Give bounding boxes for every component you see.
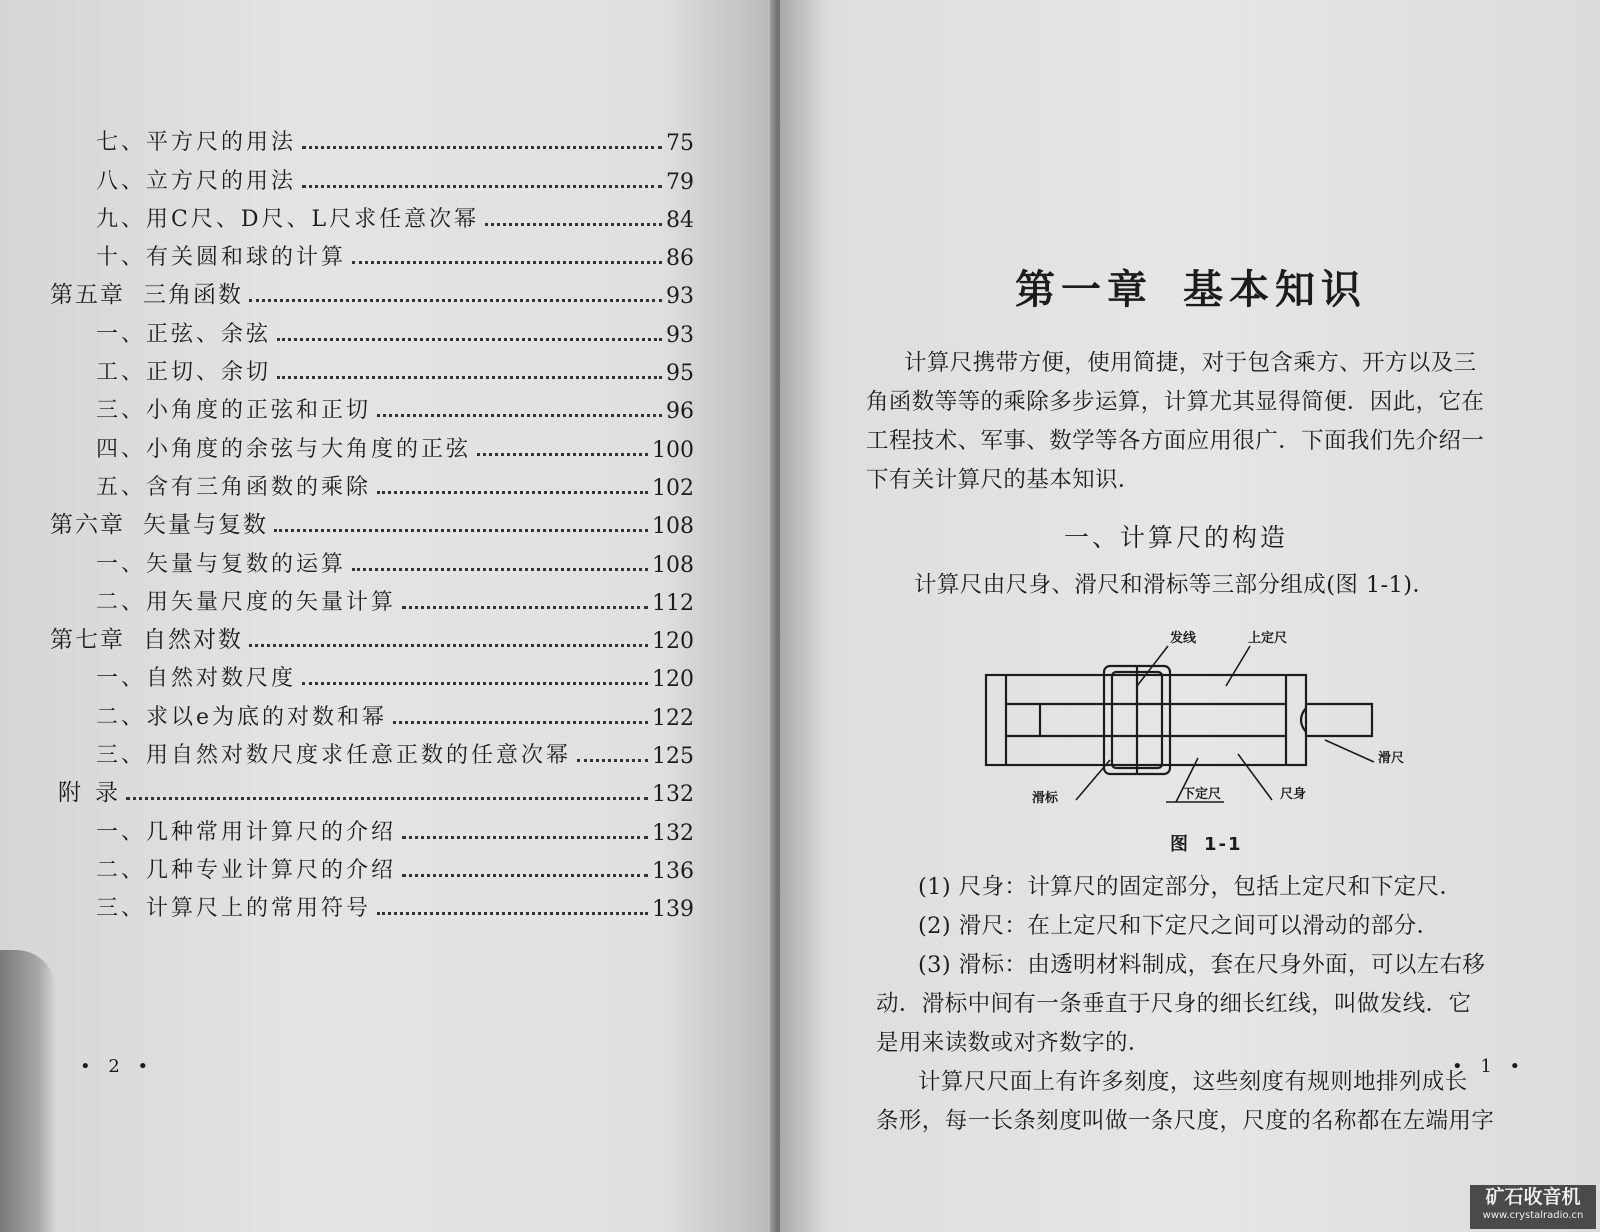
toc-entry-title: 二、求以e为底的对数和幂 bbox=[96, 704, 388, 730]
toc-chapter-title: 三角函数 bbox=[143, 282, 243, 309]
page-number-right: • 1 • bbox=[1452, 1056, 1527, 1077]
table-of-contents bbox=[44, 118, 694, 922]
toc-chapter-number: 第七章 bbox=[50, 627, 125, 654]
toc-entry-title: 三、用自然对数尺度求任意正数的任意次幂 bbox=[96, 743, 572, 769]
dot-leader bbox=[352, 261, 662, 264]
toc-chapter-title: 录 bbox=[95, 780, 120, 807]
toc-chapter-number: 第六章 bbox=[50, 512, 125, 539]
toc-page-number: 86 bbox=[666, 246, 694, 272]
toc-entry-title: 四、小角度的余弦与大角度的正弦 bbox=[96, 436, 472, 462]
slide-protrusion bbox=[1306, 704, 1372, 736]
text-line: 是用来读数或对齐数字的． bbox=[876, 1030, 1151, 1056]
leader-upper bbox=[1226, 646, 1250, 686]
dot-leader bbox=[302, 146, 662, 149]
label-rule-body: 尺身 bbox=[1280, 787, 1307, 802]
toc-entry-title: 二、几种专业计算尺的介绍 bbox=[96, 857, 397, 883]
toc-entry bbox=[44, 692, 694, 730]
toc-entry-title: 一、几种常用计算尺的介绍 bbox=[96, 819, 397, 845]
dot-leader bbox=[377, 414, 662, 417]
toc-entry bbox=[44, 807, 694, 845]
toc-entry bbox=[44, 884, 694, 922]
dot-leader bbox=[485, 223, 662, 226]
dot-leader bbox=[277, 338, 662, 341]
dot-leader bbox=[249, 299, 662, 302]
dot-leader bbox=[577, 759, 648, 762]
toc-entry bbox=[44, 654, 694, 692]
toc-page-number: 132 bbox=[652, 820, 694, 846]
toc-page-number: 112 bbox=[652, 590, 694, 616]
chapter-number: 第一章 bbox=[1015, 266, 1153, 313]
toc-page-number: 79 bbox=[666, 169, 694, 195]
dot-leader bbox=[402, 606, 648, 609]
text-line: 计算尺由尺身、滑尺和滑标等三部分组成(图 1-1)． bbox=[914, 572, 1436, 598]
leader-body bbox=[1238, 754, 1272, 800]
toc-chapter-entry bbox=[44, 501, 694, 539]
toc-entry bbox=[44, 386, 694, 424]
dot-leader bbox=[393, 721, 648, 724]
toc-page-number: 108 bbox=[652, 552, 694, 578]
section-intro bbox=[914, 566, 1435, 605]
slide-rule-diagram bbox=[980, 630, 1420, 860]
label-hairline: 发线 bbox=[1170, 631, 1197, 646]
toc-entry-title: 九、用C尺、D尺、L尺求任意次幂 bbox=[96, 206, 480, 232]
definitions bbox=[918, 868, 1485, 985]
watermark-url: www.crystalradio.cn bbox=[1482, 1210, 1584, 1221]
text-line: (3) 滑标：由透明材料制成，套在尺身外面，可以左右移 bbox=[918, 952, 1486, 978]
toc-chapter-entry bbox=[44, 271, 694, 309]
dot-leader bbox=[402, 836, 648, 839]
dot-leader bbox=[377, 491, 648, 494]
intro-paragraph bbox=[904, 344, 1477, 383]
toc-chapter-title: 矢量与复数 bbox=[143, 512, 268, 539]
toc-page-number: 102 bbox=[652, 475, 694, 501]
left-page bbox=[0, 0, 776, 1232]
toc-entry bbox=[44, 118, 694, 156]
toc-entry-title: 一、自然对数尺度 bbox=[96, 666, 297, 692]
chapter-title: 基本知识 bbox=[1183, 266, 1367, 313]
toc-page-number: 96 bbox=[666, 399, 694, 425]
dot-leader bbox=[402, 874, 648, 877]
label-lower-rule: 下定尺 bbox=[1182, 787, 1222, 802]
toc-page-number: 108 bbox=[652, 514, 694, 540]
toc-entry bbox=[44, 578, 694, 616]
toc-page-number: 100 bbox=[652, 437, 694, 463]
chapter-heading bbox=[1015, 258, 1367, 315]
toc-entry bbox=[44, 731, 694, 769]
toc-entry-title: 七、平方尺的用法 bbox=[96, 130, 297, 156]
watermark-name: 矿石收音机 bbox=[1485, 1186, 1581, 1208]
site-watermark bbox=[1470, 1185, 1596, 1229]
text-line: 下有关计算尺的基本知识． bbox=[866, 467, 1141, 493]
toc-page-number: 122 bbox=[652, 705, 694, 731]
caption-prefix: 图 bbox=[1170, 834, 1190, 855]
toc-page-number: 95 bbox=[666, 361, 694, 387]
toc-page-number: 84 bbox=[666, 207, 694, 233]
dot-leader bbox=[477, 453, 648, 456]
dot-leader bbox=[249, 644, 648, 647]
toc-entry bbox=[44, 233, 694, 271]
text-line: 计算尺尺面上有许多刻度，这些刻度有规则地排列成长 bbox=[918, 1069, 1468, 1095]
page-number-left: • 2 • bbox=[80, 1056, 155, 1077]
toc-entry bbox=[44, 539, 694, 577]
toc-chapter-title: 自然对数 bbox=[143, 627, 243, 654]
toc-entry-title: 三、计算尺上的常用符号 bbox=[96, 896, 372, 922]
toc-entry-title: 一、矢量与复数的运算 bbox=[96, 551, 347, 577]
toc-entry bbox=[44, 156, 694, 194]
toc-entry-title: 工、正切、余切 bbox=[96, 360, 272, 386]
dot-leader bbox=[302, 682, 648, 685]
caption-number: 1-1 bbox=[1204, 834, 1243, 855]
text-line: 工程技术、军事、数学等各方面应用很广．下面我们先介绍一 bbox=[866, 428, 1485, 454]
label-cursor: 滑标 bbox=[1032, 791, 1059, 806]
text-line: 计算尺携带方便，使用简捷，对于包含乘方、开方以及三 bbox=[904, 350, 1477, 376]
text-line: (1) 尺身：计算尺的固定部分，包括上定尺和下定尺． bbox=[918, 874, 1463, 900]
toc-page-number: 93 bbox=[666, 322, 694, 348]
toc-entry bbox=[44, 463, 694, 501]
toc-chapter-number: 第五章 bbox=[50, 282, 125, 309]
toc-entry bbox=[44, 195, 694, 233]
dot-leader bbox=[352, 568, 648, 571]
toc-entry-title: 十、有关圆和球的计算 bbox=[96, 245, 347, 271]
toc-page-number: 139 bbox=[652, 897, 694, 923]
toc-appendix-entry bbox=[44, 769, 694, 807]
toc-entry bbox=[44, 424, 694, 462]
dot-leader bbox=[302, 185, 662, 188]
toc-page-number: 132 bbox=[652, 782, 694, 808]
leader-slide bbox=[1325, 740, 1374, 762]
toc-page-number: 75 bbox=[666, 131, 694, 157]
toc-entry bbox=[44, 309, 694, 347]
toc-chapter-number: 附 bbox=[58, 780, 83, 807]
toc-entry-title: 二、用矢量尺度的矢量计算 bbox=[96, 589, 397, 615]
rule-body-outline bbox=[986, 675, 1306, 765]
text-line: 角函数等等的乘除多步运算，计算尤其显得简便．因此，它在 bbox=[866, 389, 1485, 415]
figure-caption bbox=[1170, 830, 1243, 856]
definitions-cont bbox=[876, 985, 1471, 1063]
dot-leader bbox=[377, 912, 648, 915]
dot-leader bbox=[126, 797, 648, 800]
toc-entry-title: 一、正弦、余弦 bbox=[96, 321, 272, 347]
toc-chapter-entry bbox=[44, 616, 694, 654]
text-line: (2) 滑尺：在上定尺和下定尺之间可以滑动的部分． bbox=[918, 913, 1440, 939]
text-line: 条形，每一长条刻度叫做一条尺度，尺度的名称都在左端用字 bbox=[876, 1108, 1495, 1134]
toc-entry bbox=[44, 348, 694, 386]
intro-paragraph-cont bbox=[866, 383, 1484, 500]
toc-page-number: 120 bbox=[652, 629, 694, 655]
dot-leader bbox=[277, 376, 662, 379]
label-slide: 滑尺 bbox=[1378, 751, 1405, 766]
toc-page-number: 120 bbox=[652, 667, 694, 693]
text-line: 动．滑标中间有一条垂直于尺身的细长红线，叫做发线．它 bbox=[876, 991, 1472, 1017]
toc-entry bbox=[44, 846, 694, 884]
toc-entry-title: 八、立方尺的用法 bbox=[96, 168, 297, 194]
toc-page-number: 136 bbox=[652, 858, 694, 884]
toc-entry-title: 五、含有三角函数的乘除 bbox=[96, 474, 372, 500]
label-upper-rule: 上定尺 bbox=[1248, 631, 1288, 646]
toc-entry-title: 三、小角度的正弦和正切 bbox=[96, 398, 372, 424]
toc-page-number: 93 bbox=[666, 284, 694, 310]
toc-page-number: 125 bbox=[652, 744, 694, 770]
section-heading: 一、计算尺的构造 bbox=[1064, 523, 1289, 552]
dot-leader bbox=[274, 529, 648, 532]
thumb-shadow bbox=[0, 950, 56, 1232]
closing-paragraph bbox=[918, 1063, 1468, 1102]
closing-paragraph-cont bbox=[876, 1102, 1494, 1141]
